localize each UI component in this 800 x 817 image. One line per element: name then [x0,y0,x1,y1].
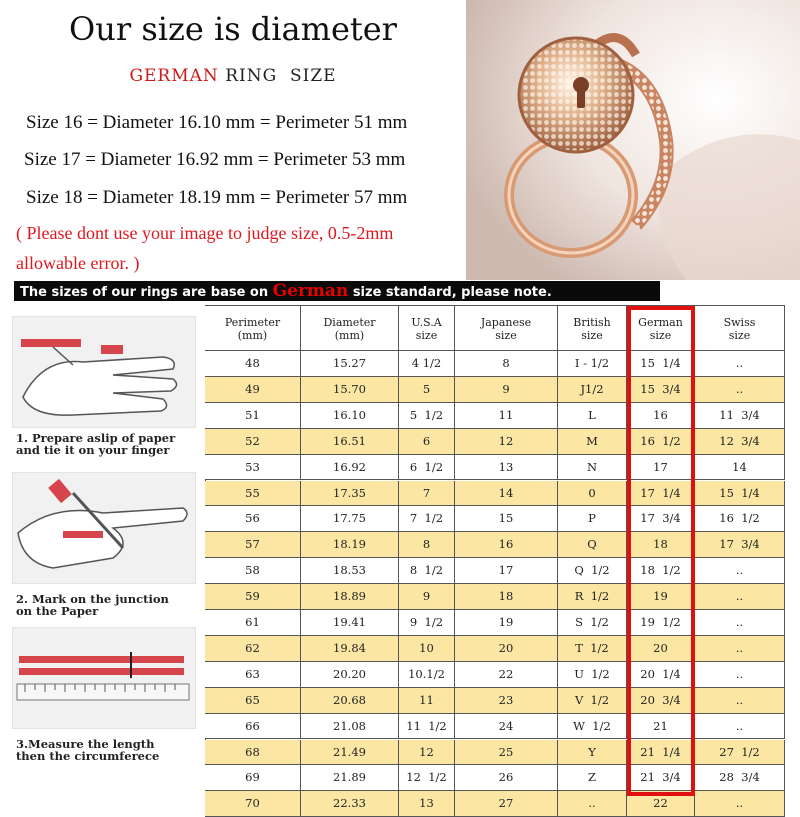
cell-diameter: 21.89 [301,765,399,790]
subtitle-german: GERMAN [129,66,219,86]
cell-usa: 12 1/2 [399,765,455,790]
cell-german: 20 [627,636,695,661]
cell-usa: 7 [399,481,455,506]
cell-perimeter: 62 [205,636,301,661]
cell-british: M [558,429,627,454]
cell-german: 17 1/4 [627,481,695,506]
cell-usa: 8 [399,532,455,557]
table-row [205,765,785,791]
step-2-image [12,472,196,584]
cell-japanese: 25 [455,740,558,765]
cell-british: S 1/2 [558,610,627,635]
col-header-japanese: Japanese size [455,306,558,352]
cell-british: W 1/2 [558,714,627,739]
cell-british: Z [558,765,627,790]
cell-diameter: 16.92 [301,455,399,480]
cell-german: 21 3/4 [627,765,695,790]
cell-diameter: 17.35 [301,481,399,506]
table-row [205,584,785,610]
col-header-perimeter: Perimeter (mm) [205,306,301,352]
table-row [205,403,785,429]
cell-british: Q [558,532,627,557]
cell-british: Y [558,740,627,765]
cell-german: 18 [627,532,695,557]
size-17-line: Size 17 = Diameter 16.92 mm = Perimeter 53 mm [24,149,406,170]
cell-perimeter: 53 [205,455,301,480]
cell-perimeter: 66 [205,714,301,739]
banner-prefix: The sizes of our rings are base on [20,285,273,300]
table-row [205,377,785,403]
cell-japanese: 11 [455,403,558,428]
cell-japanese: 22 [455,662,558,687]
subtitle-ring-size: RING SIZE [218,66,337,86]
cell-swiss: 16 1/2 [695,506,785,531]
cell-japanese: 24 [455,714,558,739]
cell-british: L [558,403,627,428]
cell-swiss: 27 1/2 [695,740,785,765]
table-row [205,636,785,662]
size-18-line: Size 18 = Diameter 18.19 mm = Perimeter 57 mm [26,187,408,208]
cell-japanese: 8 [455,351,558,376]
cell-swiss: .. [695,351,785,376]
cell-diameter: 21.49 [301,740,399,765]
cell-german: 16 [627,403,695,428]
cell-perimeter: 59 [205,584,301,609]
cell-british: V 1/2 [558,688,627,713]
cell-usa: 10 [399,636,455,661]
cell-german: 21 [627,714,695,739]
cell-swiss: .. [695,610,785,635]
cell-perimeter: 68 [205,740,301,765]
cell-perimeter: 57 [205,532,301,557]
cell-perimeter: 69 [205,765,301,790]
cell-swiss: 12 3/4 [695,429,785,454]
cell-usa: 8 1/2 [399,558,455,583]
cell-british: R 1/2 [558,584,627,609]
cell-japanese: 17 [455,558,558,583]
cell-german: 17 [627,455,695,480]
cell-diameter: 22.33 [301,791,399,816]
ring-illustration [466,0,800,280]
cell-german: 18 1/2 [627,558,695,583]
cell-british: .. [558,791,627,816]
cell-usa: 10.1/2 [399,662,455,687]
cell-usa: 4 1/2 [399,351,455,376]
cell-diameter: 20.20 [301,662,399,687]
cell-japanese: 15 [455,506,558,531]
cell-diameter: 18.89 [301,584,399,609]
cell-perimeter: 55 [205,481,301,506]
cell-german: 20 1/4 [627,662,695,687]
col-header-british: British size [558,306,627,352]
cell-diameter: 17.75 [301,506,399,531]
cell-swiss: .. [695,688,785,713]
cell-swiss: 11 3/4 [695,403,785,428]
cell-diameter: 16.51 [301,429,399,454]
step-1-text: 1. Prepare aslip of paper and tie it on your finger [16,431,176,457]
table-row [205,791,785,817]
cell-usa: 12 [399,740,455,765]
cell-diameter: 21.08 [301,714,399,739]
table-row [205,429,785,455]
banner-german: German [272,281,349,301]
cell-perimeter: 63 [205,662,301,687]
cell-usa: 13 [399,791,455,816]
german-standard-banner [14,281,660,301]
banner-suffix: size standard, please note. [348,285,552,300]
cell-japanese: 27 [455,791,558,816]
size-error-note: ( Please dont use your image to judge size, 0.5-2mm allowable error. ) [16,223,394,273]
cell-usa: 11 1/2 [399,714,455,739]
table-row [205,351,785,377]
step-2-text: 2. Mark on the junction on the Paper [16,592,169,618]
cell-diameter: 16.10 [301,403,399,428]
cell-perimeter: 56 [205,506,301,531]
cell-german: 15 3/4 [627,377,695,402]
cell-usa: 7 1/2 [399,506,455,531]
table-row [205,714,785,740]
pen-marking-icon [13,473,195,583]
cell-japanese: 14 [455,481,558,506]
cell-usa: 9 [399,584,455,609]
cell-british: J1/2 [558,377,627,402]
cell-diameter: 15.70 [301,377,399,402]
cell-german: 20 3/4 [627,688,695,713]
table-row [205,610,785,636]
cell-swiss: .. [695,558,785,583]
cell-diameter: 20.68 [301,688,399,713]
cell-japanese: 9 [455,377,558,402]
table-row [205,662,785,688]
measuring-instructions [0,302,205,800]
cell-usa: 9 1/2 [399,610,455,635]
cell-diameter: 15.27 [301,351,399,376]
page-title: Our size is diameter [69,10,397,48]
ring-size-subtitle [0,66,466,86]
step-3-image [12,627,196,729]
table-row [205,506,785,532]
cell-japanese: 20 [455,636,558,661]
cell-diameter: 18.19 [301,532,399,557]
step-1-image [12,316,196,428]
cell-diameter: 19.84 [301,636,399,661]
cell-japanese: 19 [455,610,558,635]
cell-british: U 1/2 [558,662,627,687]
cell-british: T 1/2 [558,636,627,661]
ring-photo [466,0,800,280]
size-16-line: Size 16 = Diameter 16.10 mm = Perimeter 51 mm [26,112,408,133]
cell-japanese: 16 [455,532,558,557]
table-row [205,455,785,481]
table-row [205,558,785,584]
table-row [205,688,785,714]
cell-japanese: 26 [455,765,558,790]
cell-swiss: .. [695,791,785,816]
col-header-diameter: Diameter (mm) [301,306,399,352]
cell-usa: 6 [399,429,455,454]
cell-usa: 6 1/2 [399,455,455,480]
cell-swiss: .. [695,584,785,609]
cell-swiss: .. [695,377,785,402]
col-header-usa: U.S.A size [399,306,455,352]
cell-swiss: 14 [695,455,785,480]
cell-swiss: 17 3/4 [695,532,785,557]
cell-usa: 5 1/2 [399,403,455,428]
cell-german: 22 [627,791,695,816]
cell-swiss: .. [695,662,785,687]
cell-german: 21 1/4 [627,740,695,765]
cell-perimeter: 51 [205,403,301,428]
cell-usa: 11 [399,688,455,713]
cell-swiss: .. [695,714,785,739]
cell-japanese: 23 [455,688,558,713]
cell-british: 0 [558,481,627,506]
cell-perimeter: 70 [205,791,301,816]
table-row [205,740,785,766]
cell-british: P [558,506,627,531]
cell-swiss: .. [695,636,785,661]
hand-paper-icon [13,317,195,427]
cell-perimeter: 58 [205,558,301,583]
cell-usa: 5 [399,377,455,402]
cell-swiss: 28 3/4 [695,765,785,790]
cell-diameter: 18.53 [301,558,399,583]
cell-japanese: 18 [455,584,558,609]
col-header-german: German size [627,306,695,352]
cell-japanese: 13 [455,455,558,480]
step-3-text: 3.Measure the length then the circumferece [16,737,160,763]
col-header-swiss: Swiss size [695,306,785,352]
table-row [205,532,785,558]
size-info-header [0,0,466,280]
cell-british: I - 1/2 [558,351,627,376]
cell-german: 19 1/2 [627,610,695,635]
table-row [205,481,785,507]
cell-german: 15 1/4 [627,351,695,376]
cell-perimeter: 49 [205,377,301,402]
cell-british: Q 1/2 [558,558,627,583]
cell-perimeter: 48 [205,351,301,376]
cell-perimeter: 61 [205,610,301,635]
cell-german: 17 3/4 [627,506,695,531]
cell-british: N [558,455,627,480]
cell-japanese: 12 [455,429,558,454]
cell-perimeter: 52 [205,429,301,454]
cell-german: 19 [627,584,695,609]
cell-diameter: 19.41 [301,610,399,635]
table-header [205,305,785,351]
cell-swiss: 15 1/4 [695,481,785,506]
cell-german: 16 1/2 [627,429,695,454]
ruler-icon [13,628,195,728]
cell-perimeter: 65 [205,688,301,713]
